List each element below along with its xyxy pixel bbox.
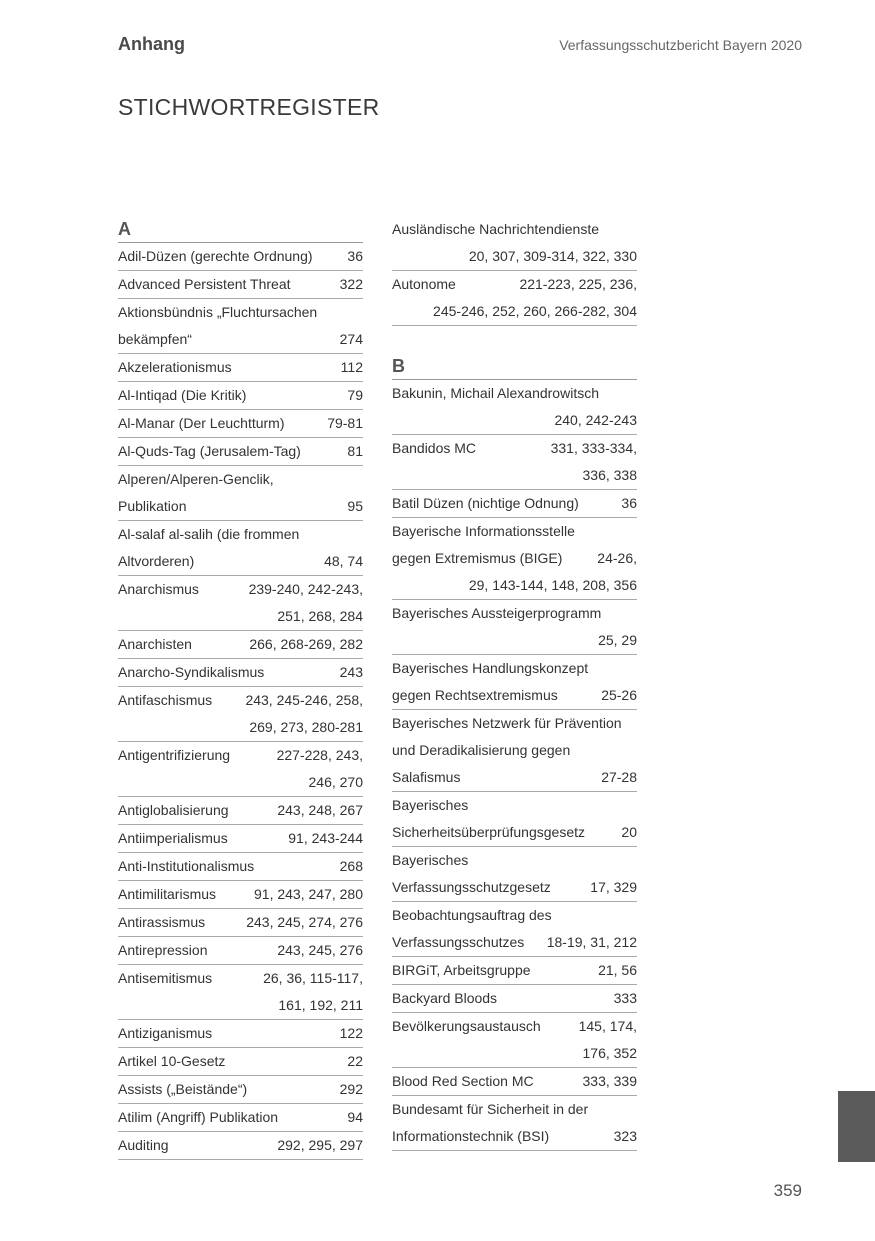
index-entry-line — [118, 909, 363, 936]
index-entry — [118, 299, 363, 354]
index-entry — [392, 1096, 637, 1151]
index-entry — [118, 1048, 363, 1076]
index-entry-line — [118, 299, 363, 326]
index-term: Anarcho-Syndikalismus — [118, 664, 265, 680]
index-term: Antimilitarismus — [118, 886, 217, 902]
index-page-refs: 29, 143-144, 148, 208, 356 — [468, 577, 637, 593]
index-page-refs: 333, 339 — [582, 1073, 637, 1089]
index-entry — [392, 216, 637, 271]
index-entry-line — [392, 216, 637, 243]
index-entry-line — [118, 965, 363, 992]
index-entry-line — [392, 490, 637, 517]
index-entry-line — [118, 853, 363, 880]
index-entry-line — [392, 1040, 637, 1067]
index-page-refs: 36 — [347, 248, 363, 264]
index-entry-line — [118, 1132, 363, 1159]
index-entry-line — [118, 576, 363, 603]
index-page-refs: 91, 243-244 — [288, 830, 363, 846]
index-page-refs: 251, 268, 284 — [277, 608, 363, 624]
index-page-refs: 79 — [347, 387, 363, 403]
index-entry — [392, 1013, 637, 1068]
index-page-refs: 161, 192, 211 — [278, 997, 363, 1013]
index-entry-line — [118, 797, 363, 824]
index-entry — [118, 825, 363, 853]
index-entry — [118, 1076, 363, 1104]
index-entry — [118, 881, 363, 909]
index-entry-line — [118, 659, 363, 686]
index-page-refs: 243 — [339, 664, 363, 680]
index-term: Artikel 10-Gesetz — [118, 1053, 226, 1069]
index-term: und Deradikalisierung gegen — [392, 742, 571, 758]
index-entry-line — [118, 326, 363, 353]
index-term: Autonome — [392, 276, 456, 292]
index-entry-line — [118, 410, 363, 437]
index-entries-b — [392, 380, 637, 1151]
index-entry — [118, 853, 363, 881]
index-term: Bayerisches Netzwerk für Prävention — [392, 715, 622, 731]
index-entry-line — [118, 438, 363, 465]
index-entry-line — [118, 742, 363, 769]
index-entry-line — [392, 627, 637, 654]
index-term: Aktionsbündnis „Fluchtursachen — [118, 304, 318, 320]
index-page-refs: 176, 352 — [582, 1045, 637, 1061]
index-entry — [118, 909, 363, 937]
index-entry — [392, 1068, 637, 1096]
index-term: Antigentrifizierung — [118, 747, 231, 763]
index-page-refs: 323 — [613, 1128, 637, 1144]
index-entry — [392, 518, 637, 600]
index-term: Informationstechnik (BSI) — [392, 1128, 550, 1144]
index-page-refs: 21, 56 — [598, 962, 637, 978]
index-entry — [392, 435, 637, 490]
index-page-refs: 20, 307, 309-314, 322, 330 — [468, 248, 637, 264]
index-entry — [118, 1132, 363, 1160]
section-title: Anhang — [118, 34, 185, 54]
index-page-refs: 22 — [347, 1053, 363, 1069]
index-column-right — [392, 216, 637, 1151]
index-page-refs: 18-19, 31, 212 — [546, 934, 637, 950]
index-page-refs: 243, 245-246, 258, — [245, 692, 363, 708]
index-term: Alperen/Alperen-Genclik, — [118, 471, 274, 487]
index-entry — [118, 576, 363, 631]
index-entry-line — [392, 710, 637, 737]
index-page-refs: 292, 295, 297 — [277, 1137, 363, 1153]
index-entry-line — [392, 1123, 637, 1150]
index-entry — [118, 965, 363, 1020]
index-entry — [392, 847, 637, 902]
index-term: Batil Düzen (nichtige Odnung) — [392, 495, 579, 511]
index-entry-line — [392, 1096, 637, 1123]
index-entry-line — [392, 435, 637, 462]
index-entry-line — [392, 1068, 637, 1095]
index-entry — [392, 600, 637, 655]
index-term: Salafismus — [392, 769, 461, 785]
index-entry-line — [118, 1020, 363, 1047]
index-letter-b: B — [392, 353, 637, 380]
index-page-refs: 243, 245, 276 — [277, 942, 363, 958]
index-page-refs: 79-81 — [327, 415, 363, 431]
index-page-refs: 145, 174, — [578, 1018, 637, 1034]
index-term: Bayerische Informationsstelle — [392, 523, 575, 539]
index-page-refs: 26, 36, 115-117, — [263, 970, 363, 986]
index-term: Publikation — [118, 498, 187, 514]
index-term: Bundesamt für Sicherheit in der — [392, 1101, 589, 1117]
index-entry — [118, 1020, 363, 1048]
index-term: Bandidos MC — [392, 440, 477, 456]
index-entry-line — [392, 957, 637, 984]
index-entry-line — [392, 655, 637, 682]
index-term: Antiimperialismus — [118, 830, 228, 846]
index-page-refs: 227-228, 243, — [276, 747, 363, 763]
index-entry-line — [392, 847, 637, 874]
index-entry — [118, 410, 363, 438]
index-page-refs: 274 — [339, 331, 363, 347]
index-term: Bayerisches — [392, 797, 469, 813]
index-entry-line — [118, 687, 363, 714]
index-page-refs: 240, 242-243 — [554, 412, 637, 428]
index-entry-line — [392, 929, 637, 956]
index-entry-line — [392, 545, 637, 572]
index-entry-line — [392, 764, 637, 791]
index-page-refs: 91, 243, 247, 280 — [254, 886, 363, 902]
index-page-refs: 331, 333-334, — [550, 440, 637, 456]
index-page-refs: 25-26 — [601, 687, 637, 703]
index-entry-line — [118, 354, 363, 381]
index-page-refs: 81 — [347, 443, 363, 459]
index-entry — [392, 380, 637, 435]
index-term: Ausländische Nachrichtendienste — [392, 221, 600, 237]
page-number: 359 — [773, 1181, 802, 1200]
index-term: bekämpfen“ — [118, 331, 192, 347]
index-entry-line — [118, 1104, 363, 1131]
index-entry-line — [392, 380, 637, 407]
index-entry — [118, 797, 363, 825]
index-entry-line — [118, 493, 363, 520]
index-entry — [118, 271, 363, 299]
index-term: Sicherheitsüberprüfungsgesetz — [392, 824, 586, 840]
index-page-refs: 336, 338 — [582, 467, 637, 483]
index-entry-line — [118, 271, 363, 298]
index-entry-line — [392, 243, 637, 270]
index-entry — [118, 521, 363, 576]
index-entry-line — [118, 603, 363, 630]
index-term: Anti-Institutionalismus — [118, 858, 255, 874]
index-term: BIRGiT, Arbeitsgruppe — [392, 962, 531, 978]
index-term: Akzelerationismus — [118, 359, 232, 375]
index-term: Backyard Bloods — [392, 990, 498, 1006]
index-page-refs: 292 — [339, 1081, 363, 1097]
report-title: Verfassungsschutzbericht Bayern 2020 — [559, 37, 802, 53]
index-entry-line — [118, 1048, 363, 1075]
index-entry-line — [118, 714, 363, 741]
index-entry-line — [392, 682, 637, 709]
index-entry-line — [118, 631, 363, 658]
index-term: gegen Extremismus (BIGE) — [392, 550, 563, 566]
index-page-refs: 122 — [339, 1025, 363, 1041]
index-column-left — [118, 216, 363, 1160]
index-term: Antiziganismus — [118, 1025, 213, 1041]
index-term: Antiglobalisierung — [118, 802, 229, 818]
index-entry-line — [118, 769, 363, 796]
index-entries-a-continued — [392, 216, 637, 326]
index-entry-line — [392, 985, 637, 1012]
index-entry-line — [118, 881, 363, 908]
index-entry-line — [118, 466, 363, 493]
index-entry-line — [392, 518, 637, 545]
index-entry-line — [392, 874, 637, 901]
index-entry-line — [118, 992, 363, 1019]
index-entry-line — [118, 548, 363, 575]
section-gap — [392, 326, 637, 353]
index-entry-line — [118, 1076, 363, 1103]
index-entry — [392, 985, 637, 1013]
index-page-refs: 246, 270 — [308, 774, 363, 790]
index-entry-line — [118, 243, 363, 270]
index-page-refs: 36 — [621, 495, 637, 511]
index-entry — [118, 466, 363, 521]
index-page-refs: 17, 329 — [590, 879, 637, 895]
index-entry — [118, 1104, 363, 1132]
index-term: Bayerisches — [392, 852, 469, 868]
index-entry — [392, 792, 637, 847]
index-term: Beobachtungsauftrag des — [392, 907, 552, 923]
index-entry-line — [392, 271, 637, 298]
index-page-refs: 243, 248, 267 — [277, 802, 363, 818]
index-term: Verfassungsschutzgesetz — [392, 879, 551, 895]
index-term: Assists („Beistände“) — [118, 1081, 248, 1097]
index-entry-line — [392, 407, 637, 434]
index-page-refs: 25, 29 — [598, 632, 637, 648]
index-entry-line — [392, 600, 637, 627]
index-page-refs: 266, 268-269, 282 — [249, 636, 363, 652]
index-entry-line — [118, 825, 363, 852]
index-entry-line — [118, 937, 363, 964]
index-entries-a — [118, 243, 363, 1160]
index-term: Al-Intiqad (Die Kritik) — [118, 387, 247, 403]
index-term: Bevölkerungsaustausch — [392, 1018, 541, 1034]
index-entry — [118, 687, 363, 742]
index-entry-line — [392, 792, 637, 819]
index-entry-line — [392, 572, 637, 599]
index-entry-line — [392, 902, 637, 929]
index-page-refs: 322 — [339, 276, 363, 292]
index-entry — [392, 490, 637, 518]
index-entry-line — [392, 1013, 637, 1040]
index-page-refs: 239-240, 242-243, — [248, 581, 363, 597]
index-term: Antifaschismus — [118, 692, 213, 708]
index-page-refs: 27-28 — [601, 769, 637, 785]
index-letter-a: A — [118, 216, 363, 243]
index-term: Blood Red Section MC — [392, 1073, 534, 1089]
index-entry — [118, 354, 363, 382]
index-term: Anarchisten — [118, 636, 192, 652]
index-page-refs: 333 — [613, 990, 637, 1006]
index-term: Antisemitismus — [118, 970, 213, 986]
index-entry — [392, 655, 637, 710]
index-entry-line — [118, 382, 363, 409]
index-entry — [392, 957, 637, 985]
index-page-refs: 221-223, 225, 236, — [519, 276, 637, 292]
index-entry — [118, 243, 363, 271]
index-page-refs: 94 — [347, 1109, 363, 1125]
index-term: Al-salaf al-salih (die frommen — [118, 526, 300, 542]
page-title: STICHWORTREGISTER — [118, 94, 380, 120]
index-entry — [392, 902, 637, 957]
index-term: Bakunin, Michail Alexandrowitsch — [392, 385, 599, 401]
index-term: Bayerisches Aussteigerprogramm — [392, 605, 602, 621]
index-term: Auditing — [118, 1137, 169, 1153]
index-term: Bayerisches Handlungskonzept — [392, 660, 589, 676]
index-page-refs: 245-246, 252, 260, 266-282, 304 — [433, 303, 637, 319]
index-page-refs: 24-26, — [597, 550, 637, 566]
index-entry — [118, 382, 363, 410]
index-page-refs: 48, 74 — [324, 553, 363, 569]
index-entry — [118, 438, 363, 466]
index-entry-line — [392, 737, 637, 764]
index-entry — [118, 631, 363, 659]
index-term: Adil-Düzen (gerechte Ordnung) — [118, 248, 313, 264]
index-entry — [118, 937, 363, 965]
index-entry — [392, 710, 637, 792]
index-page-refs: 243, 245, 274, 276 — [246, 914, 363, 930]
index-term: Al-Manar (Der Leuchtturm) — [118, 415, 285, 431]
index-page-refs: 20 — [621, 824, 637, 840]
index-entry-line — [392, 462, 637, 489]
index-page-refs: 95 — [347, 498, 363, 514]
index-term: gegen Rechtsextremismus — [392, 687, 558, 703]
index-page-refs: 268 — [339, 858, 363, 874]
index-term: Atilim (Angriff) Publikation — [118, 1109, 279, 1125]
chapter-tab-marker — [838, 1091, 875, 1162]
index-entry — [392, 271, 637, 326]
index-entry — [118, 659, 363, 687]
index-term: Anarchismus — [118, 581, 199, 597]
index-entry — [118, 742, 363, 797]
index-term: Antirepression — [118, 942, 208, 958]
index-entry-line — [392, 298, 637, 325]
index-page-refs: 112 — [340, 359, 363, 375]
index-term: Al-Quds-Tag (Jerusalem-Tag) — [118, 443, 301, 459]
index-term: Altvorderen) — [118, 553, 195, 569]
index-term: Verfassungsschutzes — [392, 934, 525, 950]
index-page-refs: 269, 273, 280-281 — [249, 719, 363, 735]
index-entry-line — [118, 521, 363, 548]
index-term: Antirassismus — [118, 914, 206, 930]
index-term: Advanced Persistent Threat — [118, 276, 291, 292]
index-entry-line — [392, 819, 637, 846]
